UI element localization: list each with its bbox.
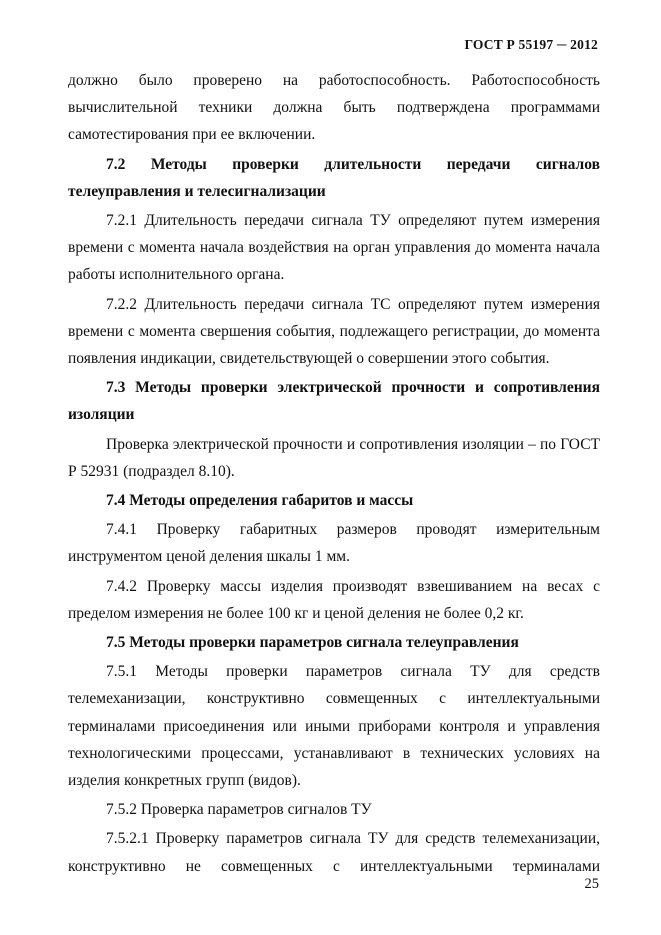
- paragraph-7-4-1: 7.4.1 Проверку габаритных размеров проводят измерительным инструментом ценой деления шкалы 1 мм.: [68, 521, 600, 566]
- paragraph-7-2-2: 7.2.2 Длительность передачи сигнала ТС определяют путем измерения времени с момента свершения события, подлежащего регистрации, до момента появления индикации, свидетельствующей о совершении этого события.: [68, 295, 600, 368]
- paragraph-7-4-2: 7.4.2 Проверку массы изделия производят взвешиванием на весах с пределом измерения не более 100 кг и ценой деления не более 0,2 кг.: [68, 577, 600, 622]
- document-body: [68, 67, 600, 882]
- paragraph-7-3: Проверка электрической прочности и сопротивления изоляции – по ГОСТ Р 52931 (подраздел 8.10).: [68, 435, 600, 480]
- section-heading-7-4: 7.4 Методы определения габаритов и массы: [106, 492, 414, 510]
- paragraph-7-5-2: 7.5.2 Проверка параметров сигналов ТУ: [106, 801, 372, 819]
- paragraph-7-5-1: 7.5.1 Методы проверки параметров сигнала ТУ для средств телемеханизации, конструктивно совмещенных с интеллектуальными терминалами присоединения или иными приборами контроля и управления технологическими процессами, устанавливают в технических условиях на изделия конкретных групп (видов).: [68, 663, 600, 790]
- document-header: ГОСТ Р 55197 ─ 2012: [464, 37, 598, 52]
- section-heading-7-5: 7.5 Методы проверки параметров сигнала телеуправления: [106, 634, 519, 652]
- paragraph-7-5-2-1: 7.5.2.1 Проверку параметров сигнала ТУ для средств телемеханизации, конструктивно не совмещенных с интеллектуальными терминалами: [68, 830, 600, 875]
- paragraph-continuation: должно было проверено на работоспособность. Работоспособность вычислительной техники должна быть подтверждена программами самотестирования при ее включении.: [68, 72, 600, 144]
- section-heading-7-3: 7.3 Методы проверки электрической прочности и сопротивления изоляции: [68, 379, 600, 424]
- paragraph-7-2-1: 7.2.1 Длительность передачи сигнала ТУ определяют путем измерения времени с момента начала воздействия на орган управления до момента начала работы исполнительного органа.: [68, 212, 600, 284]
- page-number: 25: [584, 876, 599, 892]
- section-heading-7-2: 7.2 Методы проверки длительности передачи сигналов телеуправления и телесигнализации: [68, 155, 600, 200]
